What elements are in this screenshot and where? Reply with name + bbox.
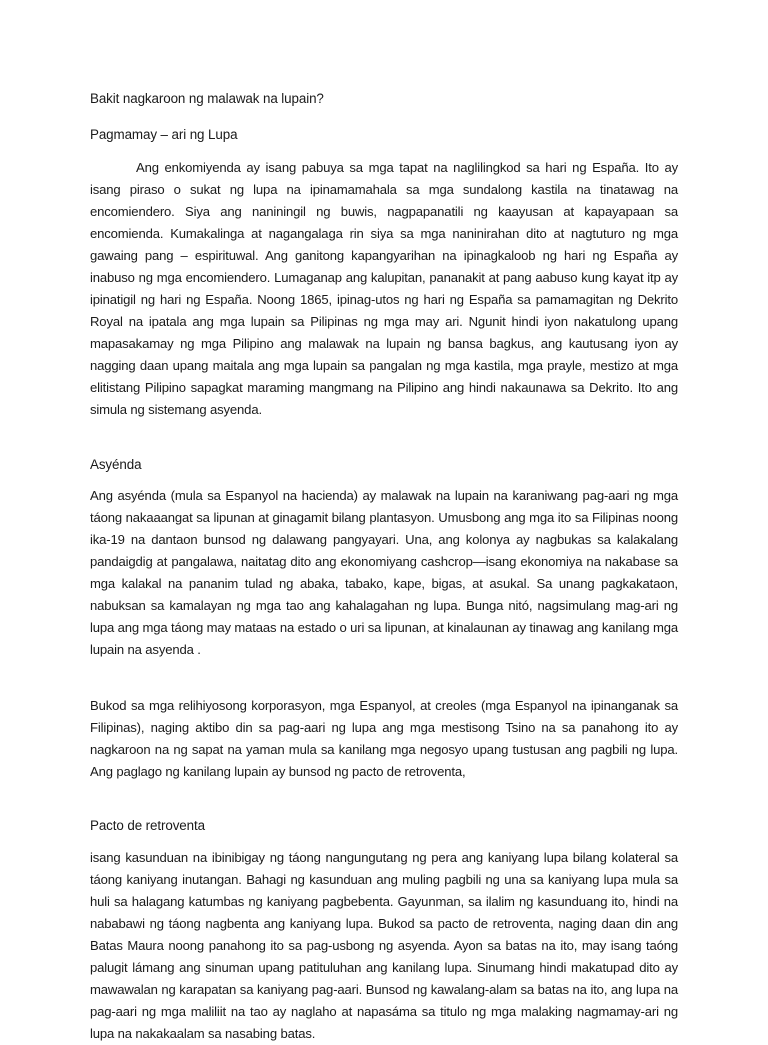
paragraph-asyenda: Ang asyénda (mula sa Espanyol na hacienda) ay malawak na lupain na karaniwang pag-aari ng mga táong nakaaangat sa lipunan at ginagamit bilang plantasyon. Umusbong ang mga ito sa Filipinas noong ika-19 na dantaon bunsod ng dalawang pangyayari. Una, ang kolonya ay nagbukas sa kalakalang pandaigdig at pangalawa, naitatag dito ang ekonomiyang cashcrop—isang ekonomiya na nakabase sa mga kalakal na pananim tulad ng abaka, tabako, kape, bigas, at asukal. Sa unang pagkakataon, nabuksan sa kamalayan ng mga tao ang kahalagahan ng lupa. Bunga nitó, nagsimulang mag-ari ng lupa ang mga táong may mataas na estado o uri sa lipunan, at kinalaunan ay tinawag ang kanilang mga lupain na asyenda . xyxy=(90,488,678,657)
section-heading-asyenda: Asyénda xyxy=(90,457,142,472)
paragraph-bukod-sa-korporasyon: Bukod sa mga relihiyosong korporasyon, mga Espanyol, at creoles (mga Espanyol na ipinanganak sa Filipinas), naging aktibo din sa pag-aari ng lupa ang mga mestisong Tsino na sa panahong ito ay nagkaroon na ng sapat na yaman mula sa kanilang mga negosyo upang tustusan ang pagbili ng lupa. Ang paglago ng kanilang lupain ay bunsod ng pacto de retroventa, xyxy=(90,698,678,779)
paragraph-pacto-de-retroventa: isang kasunduan na ibinibigay ng táong nangungutang ng pera ang kaniyang lupa bilang kolateral sa táong kaniyang inutangan. Bahagi ng kasunduan ang muling pagbili ng una sa kaniyang lupa mula sa huli sa halagang katumbas ng kaniyang pagbebenta. Gayunman, sa ilalim ng kasunduang ito, hindi na nababawi ng táong nagbenta ang kaniyang lupa. Bukod sa pacto de retroventa, naging daan din ang Batas Maura noong panahong ito sa pag-usbong ng asyenda. Ayon sa batas na ito, may isang taóng palugit lámang ang sinuman upang patituluhan ang kanilang lupa. Sinumang hindi makatupad dito ay mawawalan ng karapatan sa kaniyang pag-aari. Bunsod ng kawalang-alam sa batas na ito, ang lupa na pag-aari ng mga maliliit na tao ay naglaho at napasáma sa titulo ng mga malaking nagmamay-ari ng lupa na nakakaalam sa nasabing batas. xyxy=(90,850,678,1041)
document-page xyxy=(90,88,678,1045)
section-heading-pacto-de-retroventa: Pacto de retroventa xyxy=(90,818,205,833)
paragraph-enkomiyenda: Ang enkomiyenda ay isang pabuya sa mga tapat na naglilingkod sa hari ng España. Ito ay isang piraso o sukat ng lupa na ipinamamahala sa mga sundalong kastila na tinatawag na encomiendero. Siya ang naniningil ng buwis, nagpapanatili ng kaayusan at kapayapaan sa encomienda. Kumakalinga at nagangalaga rin siya sa mga naninirahan dito at nagtuturo ng mga gawaing pang – espirituwal. Ang ganitong kapangyarihan na ipinagkaloob ng hari ng España ay inabuso ng mga encomiendero. Lumaganap ang kalupitan, pananakit at pang aabuso kung kayat itp ay ipinatigil ng hari ng España. Noong 1865, ipinag-utos ng hari ng España sa pamamagitan ng Dekrito Royal na ipatala ang mga lupain sa Pilipinas ng mga may ari. Ngunit hindi iyon nakatulong upang mapasakamay ng mga Pilipino ang malawak na lupain ng bansa bagkus, ang kautusang iyon ay nagging daan upang maitala ang mga lupain sa pangalan ng mga kastila, mga prayle, mestizo at mga elitistang Pilipino sapagkat maraming mangmang na Pilipino ang hindi nakaunawa sa Dekrito. Ito ang simula ng sistemang asyenda. xyxy=(90,160,678,417)
section-heading-pagmamay-ari: Pagmamay – ari ng Lupa xyxy=(90,127,238,142)
document-title: Bakit nagkaroon ng malawak na lupain? xyxy=(90,91,324,106)
